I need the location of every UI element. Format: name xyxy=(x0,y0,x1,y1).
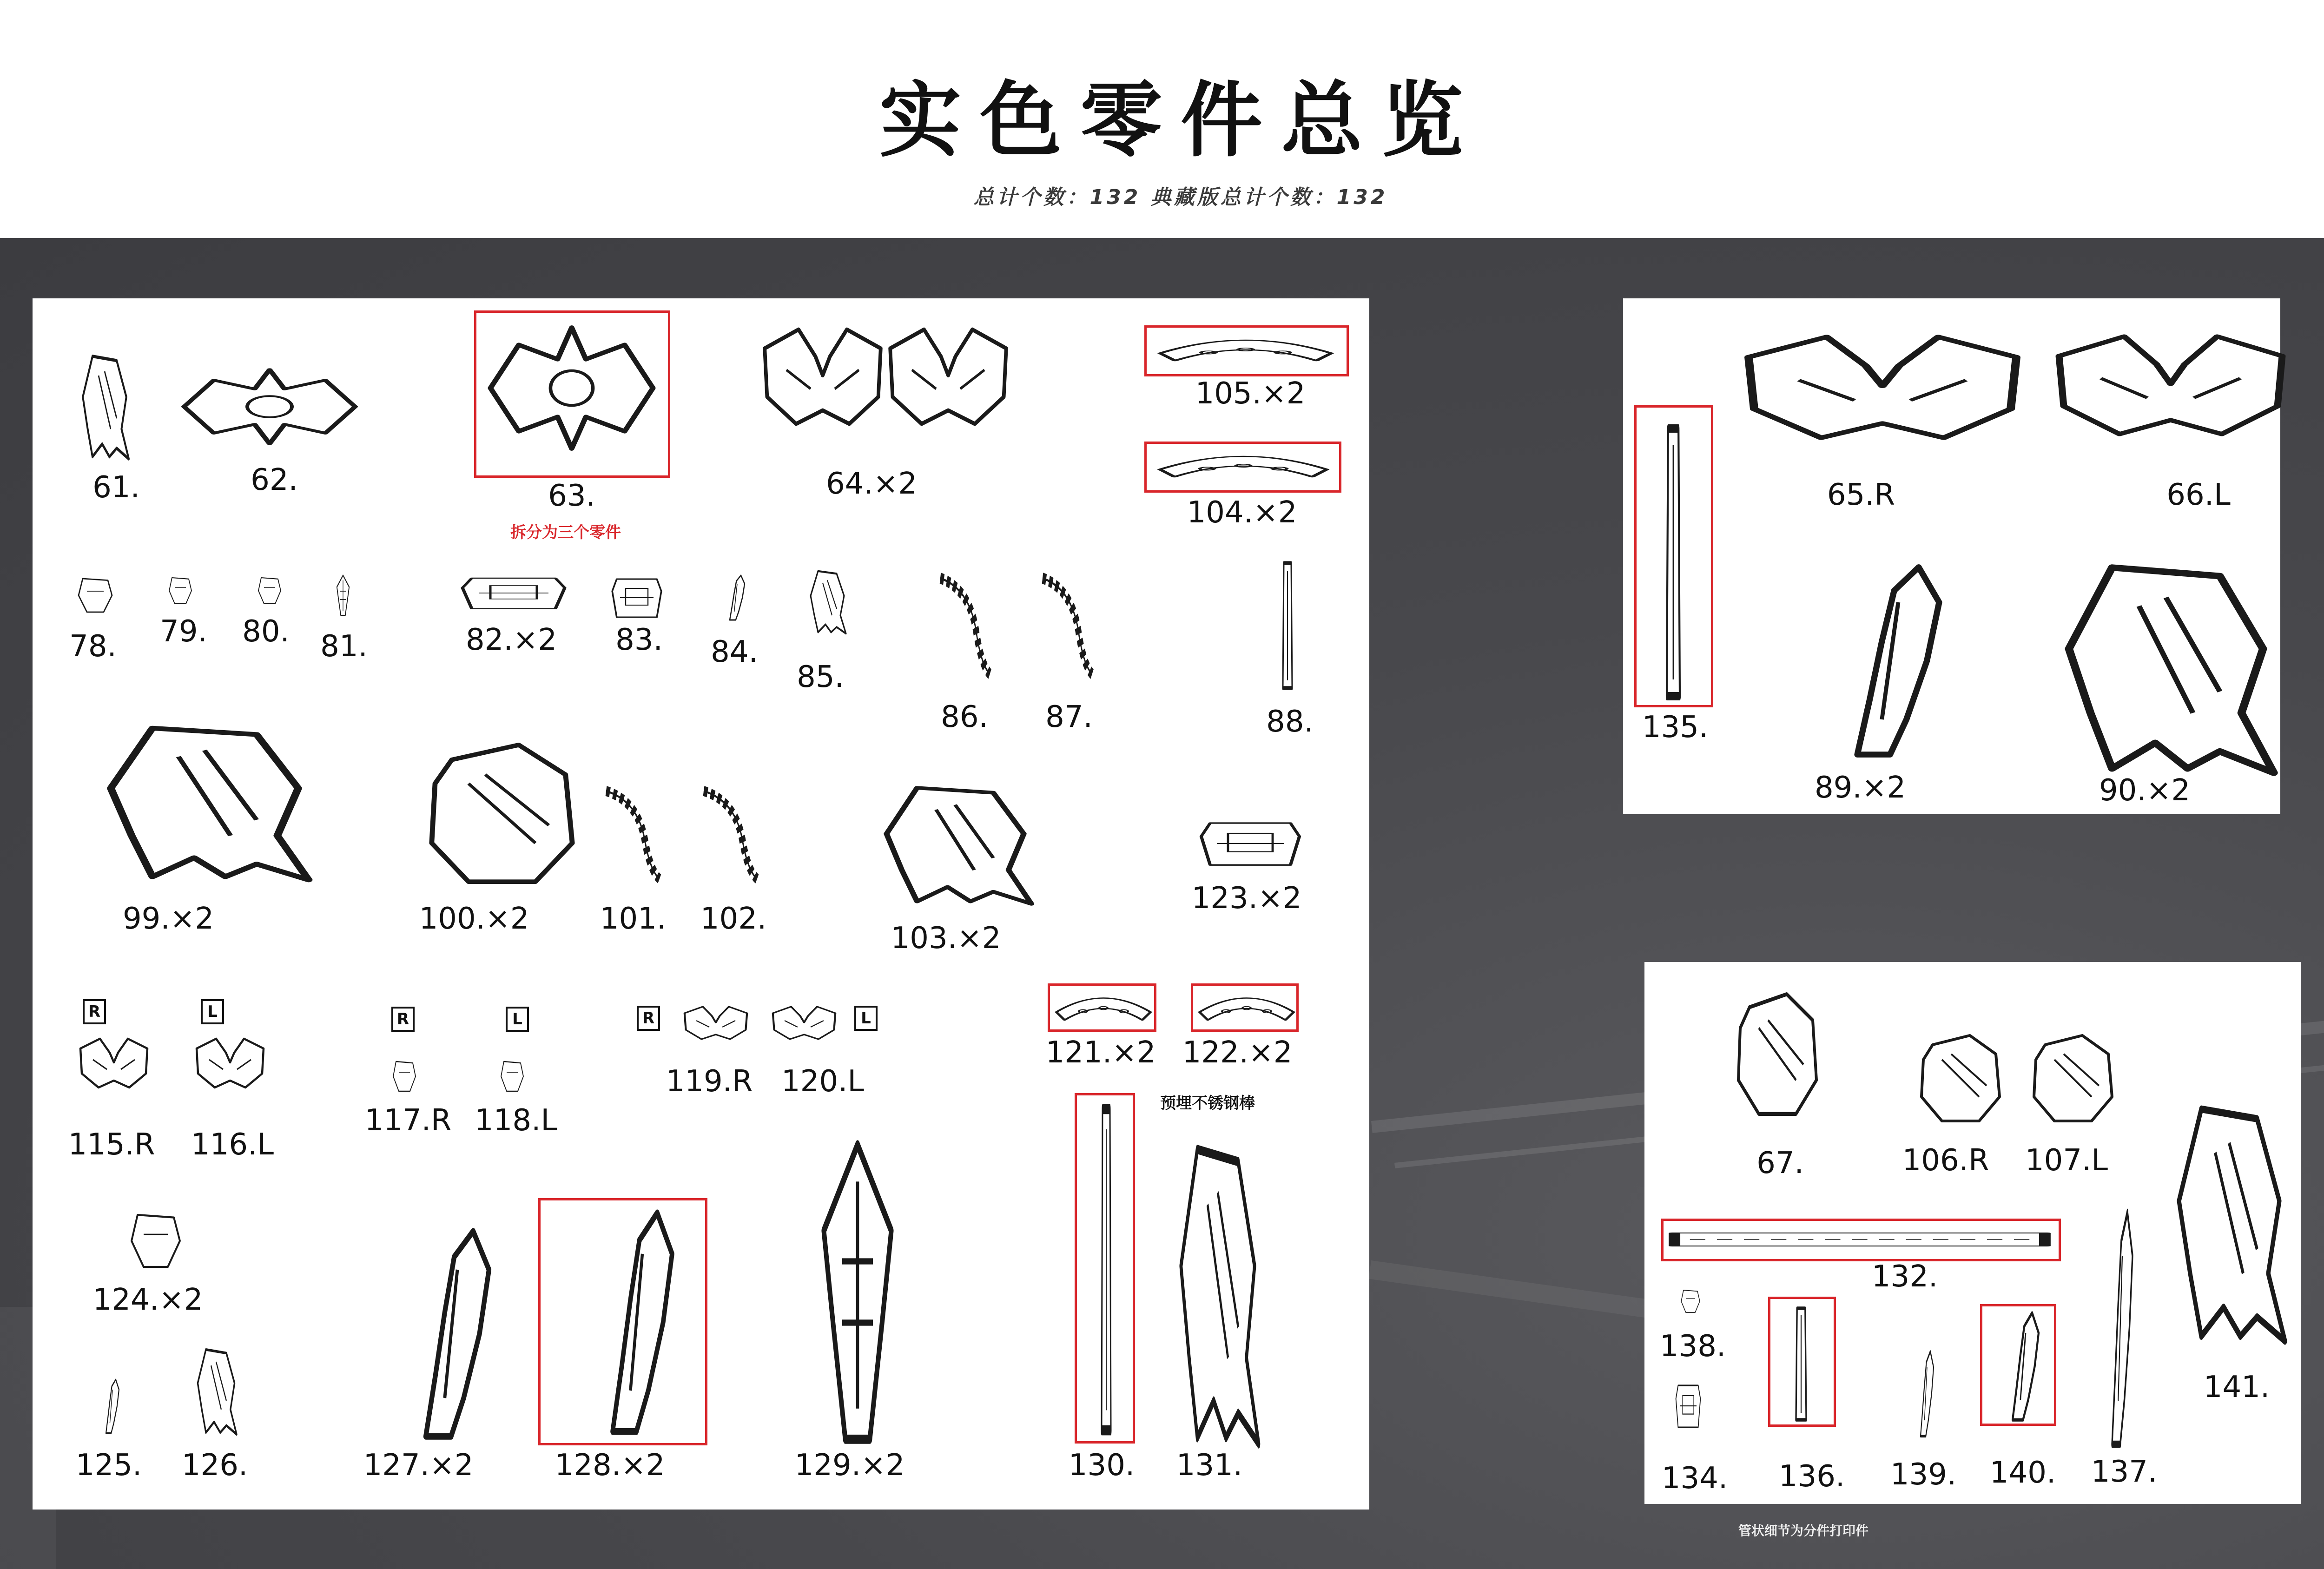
right-tag: R xyxy=(83,999,106,1024)
part-125-drawing xyxy=(93,1378,125,1434)
right-tag: R xyxy=(391,1007,415,1032)
part-100-drawing xyxy=(418,739,586,888)
part-121-label: 121.×2 xyxy=(1045,1035,1156,1070)
part-134-drawing xyxy=(1674,1380,1702,1431)
part-67-drawing xyxy=(1731,989,1824,1119)
part-126-label: 126. xyxy=(181,1448,248,1483)
part-100-label: 100.×2 xyxy=(419,902,529,936)
part-119-label: 119.R xyxy=(666,1064,753,1099)
part-103-label: 103.×2 xyxy=(891,921,1001,956)
part-105-label: 105.×2 xyxy=(1195,376,1306,411)
part-135-label: 135. xyxy=(1642,710,1709,745)
part-128-label: 128.×2 xyxy=(555,1448,665,1483)
part-107-drawing xyxy=(2027,1032,2119,1125)
highlight-box-63 xyxy=(474,310,670,478)
highlight-box-121 xyxy=(1048,983,1156,1032)
part-85-drawing xyxy=(804,570,851,635)
part-117-label: 117.R xyxy=(364,1103,452,1138)
part-87-drawing xyxy=(1037,567,1097,679)
part-139-drawing xyxy=(1908,1350,1940,1438)
highlight-box-132 xyxy=(1661,1219,2061,1261)
part-88-label: 88. xyxy=(1266,705,1314,739)
part-120-label: 120.L xyxy=(781,1064,865,1099)
part-78-drawing xyxy=(74,574,116,616)
part-123-drawing xyxy=(1195,818,1306,869)
part-85-label: 85. xyxy=(797,660,844,694)
highlight-box-130 xyxy=(1075,1093,1135,1444)
part-137-label: 137. xyxy=(2091,1455,2158,1489)
part-count-summary: 总计个数：132 典藏版总计个数：132 xyxy=(973,185,1388,209)
part-80-label: 80. xyxy=(242,614,290,649)
part-125-label: 125. xyxy=(75,1448,142,1483)
part-99-drawing xyxy=(74,725,335,883)
part-61-drawing xyxy=(74,354,135,461)
part-124-drawing xyxy=(125,1208,186,1273)
part-102-label: 102. xyxy=(700,902,767,936)
highlight-box-122 xyxy=(1191,983,1299,1032)
part-116-drawing xyxy=(195,1032,265,1101)
page-header xyxy=(0,0,2324,238)
part-132-label: 132. xyxy=(1871,1259,1938,1294)
left-tag: L xyxy=(854,1006,878,1031)
part-131-label: 131. xyxy=(1176,1448,1243,1483)
part-64-drawing xyxy=(888,316,1009,451)
part-115-label: 115.R xyxy=(68,1127,155,1162)
rod-note: 预埋不锈钢棒 xyxy=(1160,1094,1255,1113)
part-67-label: 67. xyxy=(1756,1146,1804,1180)
part-79-drawing xyxy=(166,574,194,607)
footer-note: 管状细节为分件打印件 xyxy=(1738,1523,1869,1538)
part-89-drawing xyxy=(1776,563,1980,758)
highlight-box-105 xyxy=(1144,325,1349,376)
part-140-label: 140. xyxy=(1989,1456,2056,1490)
part-127-label: 127.×2 xyxy=(363,1448,474,1483)
highlight-box-128 xyxy=(538,1198,707,1445)
part-129-label: 129.×2 xyxy=(794,1448,905,1483)
highlight-box-140 xyxy=(1980,1304,2056,1426)
part-90-drawing xyxy=(2031,563,2301,777)
highlight-box-135 xyxy=(1634,405,1713,707)
part-64-drawing xyxy=(762,316,883,451)
part-65-label: 65.R xyxy=(1827,478,1895,512)
part-103-drawing xyxy=(860,785,1050,906)
part-86-drawing xyxy=(934,567,995,679)
part-66-drawing xyxy=(2054,323,2287,462)
part-62-drawing xyxy=(177,363,363,451)
part-99-label: 99.×2 xyxy=(122,902,214,936)
part-80-drawing xyxy=(256,574,284,607)
part-136-label: 136. xyxy=(1778,1459,1845,1494)
part-81-label: 81. xyxy=(320,629,368,664)
part-84-drawing xyxy=(715,574,752,621)
part-65-drawing xyxy=(1743,323,2022,467)
part-89-label: 89.×2 xyxy=(1814,771,1906,805)
part-131-drawing xyxy=(1167,1143,1269,1450)
part-104-label: 104.×2 xyxy=(1187,495,1297,530)
part-83-label: 83. xyxy=(615,623,663,657)
part-122-label: 122.×2 xyxy=(1182,1035,1293,1070)
part-124-label: 124.×2 xyxy=(92,1283,203,1317)
part-101-label: 101. xyxy=(600,902,667,936)
part-90-label: 90.×2 xyxy=(2099,773,2191,808)
part-66-label: 66.L xyxy=(2166,478,2231,512)
part-86-label: 86. xyxy=(941,700,988,734)
left-tag: L xyxy=(506,1007,529,1032)
part-141-label: 141. xyxy=(2203,1370,2270,1404)
part-118-drawing xyxy=(498,1058,526,1095)
part-106-drawing xyxy=(1914,1032,2007,1125)
part-62-label: 62. xyxy=(251,463,298,497)
part-83-drawing xyxy=(609,574,665,621)
part-101-drawing xyxy=(600,781,665,883)
part-106-label: 106.R xyxy=(1902,1143,1989,1178)
part-63-label: 63. xyxy=(548,479,595,513)
left-tag: L xyxy=(201,999,224,1024)
part-129-drawing xyxy=(781,1139,934,1445)
part-102-drawing xyxy=(697,781,762,883)
part-84-label: 84. xyxy=(711,635,758,669)
split-note: 拆分为三个零件 xyxy=(510,523,621,542)
part-141-drawing xyxy=(2159,1104,2299,1346)
part-116-label: 116.L xyxy=(191,1127,274,1162)
part-107-label: 107.L xyxy=(2025,1143,2108,1178)
part-138-label: 138. xyxy=(1659,1329,1726,1364)
part-87-label: 87. xyxy=(1045,700,1093,734)
part-115-drawing xyxy=(79,1032,149,1101)
right-tag: R xyxy=(637,1006,660,1031)
part-138-drawing xyxy=(1679,1287,1702,1315)
part-126-drawing xyxy=(191,1348,242,1436)
page-title: 实色零件总览 xyxy=(879,73,1482,168)
part-120-drawing xyxy=(772,1002,837,1048)
part-134-label: 134. xyxy=(1661,1461,1728,1496)
highlight-box-136 xyxy=(1768,1297,1836,1427)
part-82-label: 82.×2 xyxy=(465,623,557,657)
part-78-label: 78. xyxy=(69,629,117,664)
part-88-drawing xyxy=(1264,560,1311,691)
highlight-box-104 xyxy=(1144,442,1341,493)
part-139-label: 139. xyxy=(1890,1457,1957,1492)
part-82-drawing xyxy=(456,574,572,612)
part-81-drawing xyxy=(329,574,357,616)
part-123-label: 123.×2 xyxy=(1191,881,1302,916)
part-119-drawing xyxy=(683,1002,748,1048)
part-137-drawing xyxy=(2092,1207,2143,1449)
part-130-label: 130. xyxy=(1068,1448,1135,1483)
part-127-drawing xyxy=(363,1227,521,1441)
part-117-drawing xyxy=(390,1058,418,1095)
part-64-label: 64.×2 xyxy=(825,467,918,501)
part-79-label: 79. xyxy=(160,614,207,649)
part-61-label: 61. xyxy=(92,470,140,505)
part-118-label: 118.L xyxy=(474,1103,558,1138)
